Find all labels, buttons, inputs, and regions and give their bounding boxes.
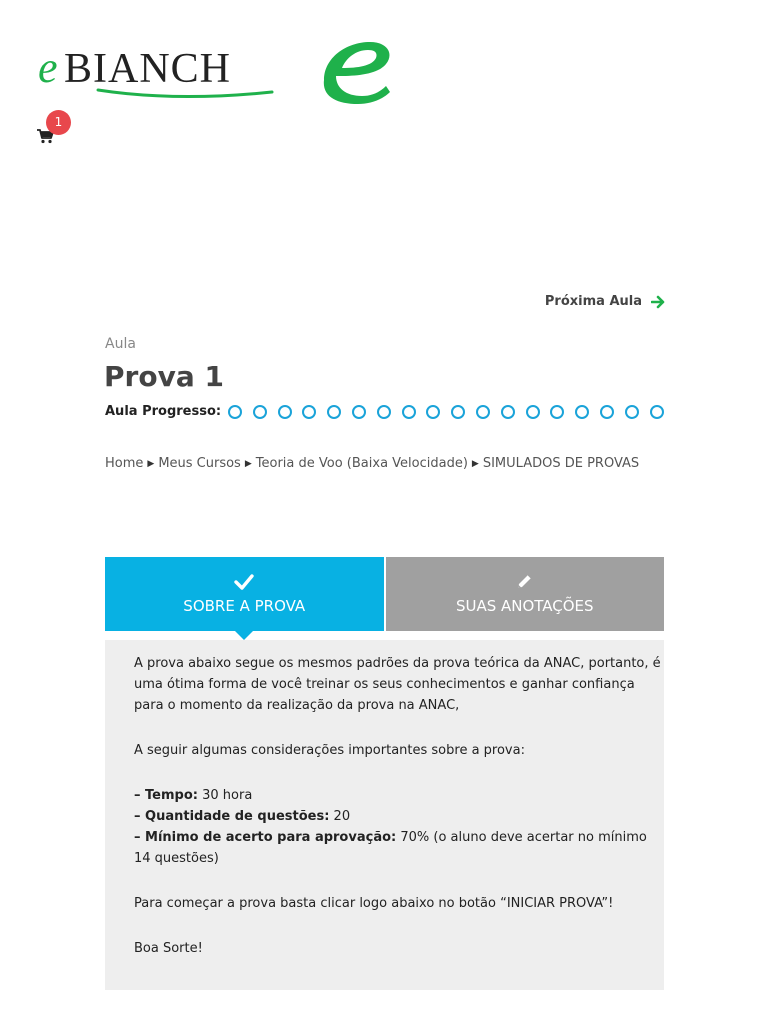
breadcrumb [105, 456, 639, 471]
list-item-label: – Quantidade de questões: [134, 809, 330, 824]
breadcrumb-link[interactable]: Teoria de Voo (Baixa Velocidade) [255, 456, 468, 471]
page-title: Prova 1 [104, 360, 224, 393]
list-item-value: 20 [329, 809, 351, 824]
check-icon [234, 573, 254, 591]
considerations-heading: A seguir algumas considerações importantes sobre a prova: [134, 743, 525, 758]
list-item-minimo [134, 827, 664, 869]
exam-description [134, 653, 664, 983]
progress-step-dot[interactable] [575, 405, 589, 419]
intro-paragraph: A prova abaixo segue os mesmos padrões da prova teórica da ANAC, portanto, é uma ótima forma de você treinar os seus conhecimentos e ganhar confiança para o momento da realização da prova na ANAC, [134, 656, 661, 713]
caret-right-icon: ▶ [471, 458, 479, 469]
ebianche-logo[interactable] [36, 38, 394, 106]
progress-step-dot[interactable] [426, 405, 440, 419]
breadcrumb-link[interactable]: SIMULADOS DE PROVAS [482, 456, 640, 471]
progress-step-dot[interactable] [625, 405, 639, 419]
lesson-type-label: Aula [105, 336, 136, 352]
breadcrumb-link[interactable]: Home [105, 456, 144, 471]
progress-label: Aula Progresso: [105, 404, 222, 419]
progress-step-dot[interactable] [402, 405, 416, 419]
progress-step-dot[interactable] [550, 405, 564, 419]
caret-right-icon: ▶ [147, 458, 155, 469]
tab-suas-anotacoes[interactable] [386, 557, 665, 631]
breadcrumb-link[interactable]: Meus Cursos [158, 456, 241, 471]
list-item-label: – Tempo: [134, 788, 198, 803]
next-lesson-label: Próxima Aula [544, 294, 642, 309]
progress-step-dot[interactable] [302, 405, 316, 419]
progress-step-dot[interactable] [278, 405, 292, 419]
caret-right-icon: ▶ [244, 458, 252, 469]
arrow-right-icon [651, 295, 665, 309]
list-item-questoes [134, 806, 664, 827]
lesson-progress [105, 404, 664, 419]
cart-count-badge: 1 [46, 110, 71, 135]
tab-bar [105, 557, 664, 631]
progress-step-dot[interactable] [327, 405, 341, 419]
progress-step-dot[interactable] [501, 405, 515, 419]
svg-text:e: e [38, 43, 58, 92]
exam-details-list [134, 785, 664, 869]
progress-steps [228, 405, 664, 419]
svg-text:BIANCH: BIANCH [64, 46, 232, 92]
progress-step-dot[interactable] [650, 405, 664, 419]
progress-step-dot[interactable] [476, 405, 490, 419]
next-lesson-link[interactable] [545, 294, 665, 309]
active-tab-pointer [235, 631, 253, 640]
instruction-paragraph: Para começar a prova basta clicar logo abaixo no botão “INICIAR PROVA”! [134, 896, 614, 911]
progress-step-dot[interactable] [451, 405, 465, 419]
tab-label: SUAS ANOTAÇÕES [455, 597, 594, 615]
tab-sobre-a-prova[interactable] [105, 557, 384, 631]
tab-label: SOBRE A PROVA [183, 597, 306, 615]
progress-step-dot[interactable] [352, 405, 366, 419]
progress-step-dot[interactable] [526, 405, 540, 419]
tab-content-panel [105, 640, 664, 990]
list-item-label: – Mínimo de acerto para aprovação: [134, 830, 397, 845]
list-item-value: 70% (o aluno deve acertar no mínimo 14 questões) [134, 830, 647, 866]
progress-step-dot[interactable] [253, 405, 267, 419]
list-item-tempo [134, 785, 664, 806]
progress-step-dot[interactable] [228, 405, 242, 419]
pencil-icon [515, 573, 535, 591]
closing-paragraph: Boa Sorte! [134, 941, 203, 956]
progress-step-dot[interactable] [377, 405, 391, 419]
progress-step-dot[interactable] [600, 405, 614, 419]
list-item-value: 30 hora [197, 788, 253, 803]
